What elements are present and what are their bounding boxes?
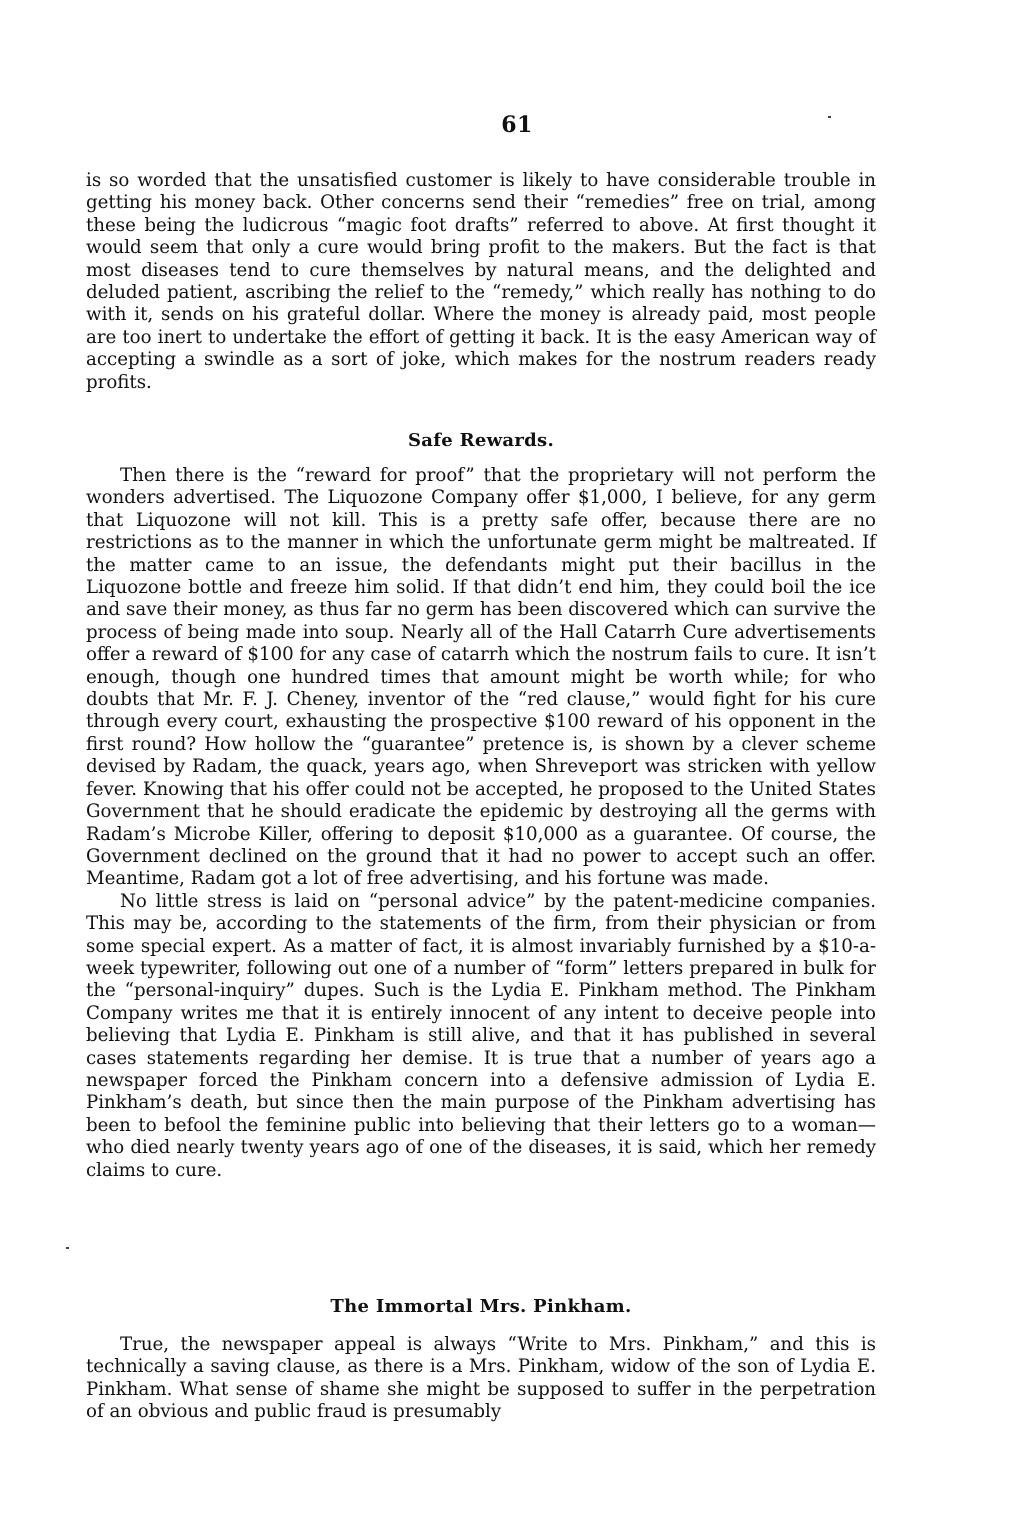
paragraph: True, the newspaper appeal is always “Write to Mrs. Pinkham,” and this is technically a saving clause, as there is a Mrs. Pinkham, widow of the son of Lydia E. Pinkham. What sense of shame she might be supposed to suffer in the perpetration of an obvious and public fraud is presumably <box>86 1334 876 1423</box>
scan-speck <box>66 1247 69 1249</box>
text-block-immortal <box>86 1334 876 1424</box>
text-block-safe-rewards <box>86 465 876 1182</box>
paragraph: No little stress is laid on “personal advice” by the patent-medicine companies. This may be, according to the statements of the firm, from their physician or from some special expert. As a matter of fact, it is almost invariably furnished by a $10-a-week typewriter, following out one of a number of “form” letters prepared in bulk for the “personal-inquiry” dupes. Such is the Lydia E. Pinkham method. The Pinkham Company writes me that it is entirely innocent of any intent to deceive people into believing that Lydia E. Pinkham is still alive, and that it has published in several cases statements regarding her demise. It is true that a number of years ago a newspaper forced the Pinkham concern into a defensive admission of Lydia E. Pinkham’s death, but since then the main purpose of the Pinkham advertising has been to befool the feminine public into believing that their letters go to a woman—who died nearly twenty years ago of one of the diseases, it is said, which her remedy claims to cure. <box>86 890 876 1181</box>
paragraph: Then there is the “reward for proof” that the proprietary will not perform the wonders advertised. The Liquozone Company offer $1,000, I believe, for any germ that Liquozone will not kill. This is a pretty safe offer, because there are no restrictions as to the manner in which the unfortunate germ might be maltreated. If the matter came to an issue, the defendants might put their bacillus in the Liquozone bottle and freeze him solid. If that didn’t end him, they could boil the ice and save their money, as thus far no germ has been discovered which can survive the process of being made into soup. Nearly all of the Hall Catarrh Cure advertisements offer a reward of $100 for any case of catarrh which the nostrum fails to cure. It isn’t enough, though one hundred times that amount might be worth while; for who doubts that Mr. F. J. Cheney, inventor of the “red clause,” would fight for his cure through every court, exhausting the prospective $100 reward of his opponent in the first round? How hollow the “guarantee” pretence is, is shown by a clever scheme devised by Radam, the quack, years ago, when Shreveport was stricken with yellow fever. Knowing that his offer could not be accepted, he proposed to the United States Government that he should eradicate the epidemic by destroying all the germs with Radam’s Microbe Killer, offering to deposit $10,000 as a guarantee. Of course, the Government declined on the ground that it had no power to accept such an offer. Meantime, Radam got a lot of free advertising, and his fortune was made. <box>86 465 876 890</box>
text-block-opening <box>86 170 876 394</box>
page-number: 61 <box>501 112 533 138</box>
paragraph: is so worded that the unsatisfied customer is likely to have considerable trouble in getting his money back. Other concerns send their “remedies” free on trial, among these being the ludicrous “magic foot drafts” referred to above. At first thought it would seem that only a cure would bring profit to the makers. But the fact is that most diseases tend to cure themselves by natural means, and the delighted and deluded patient, ascribing the relief to the “remedy,” which really has nothing to do with it, sends on his grateful dollar. Where the money is already paid, most people are too inert to undertake the effort of getting it back. It is the easy American way of accepting a swindle as a sort of joke, which makes for the nostrum readers ready profits. <box>86 170 876 393</box>
section-heading-safe-rewards: Safe Rewards. <box>407 430 555 451</box>
section-heading-immortal-mrs-pinkham: The Immortal Mrs. Pinkham. <box>330 1296 632 1317</box>
scan-speck <box>828 116 831 118</box>
